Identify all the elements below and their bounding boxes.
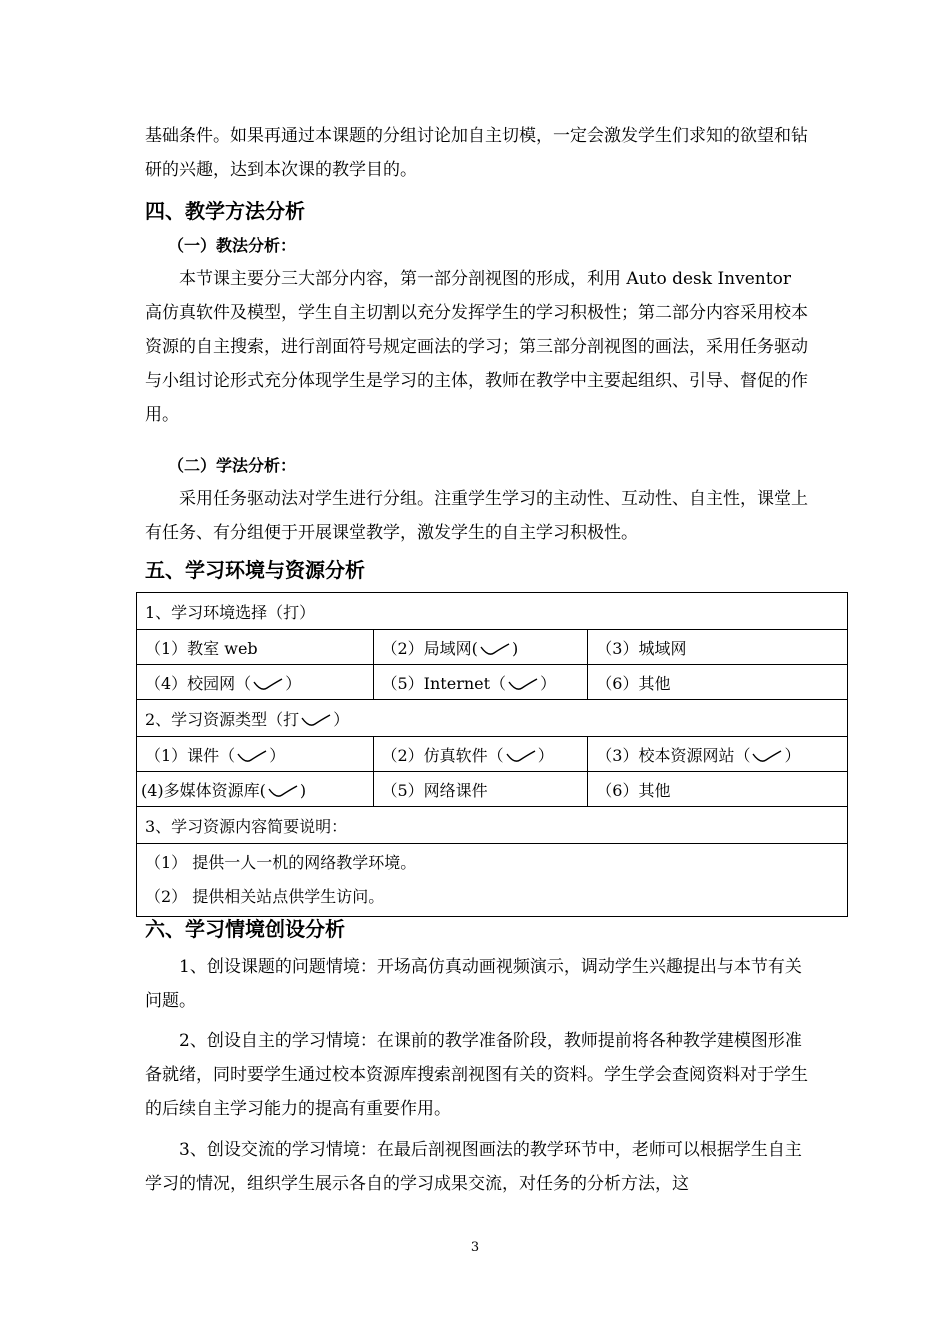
teaching-method-heading: （一）教法分析：	[168, 236, 297, 255]
page-number: 3	[470, 1240, 480, 1255]
learning-method-paragraph: 采用任务驱动法对学生进行分组。注重学生学习的主动性、互动性、自主性，课堂上有任务、有分组便于开展课堂教学，激发学生的自主学习积极性。	[145, 489, 808, 543]
desc-item: （1） 提供一人一机的网络教学环境。	[145, 853, 417, 872]
intro-paragraph: 基础条件。如果再通过本课题的分组讨论加自主切模，一定会激发学生们求知的欲望和钻研的兴趣，达到本次课的教学目的。	[145, 126, 808, 180]
env-campus-net: （4）校园网（ ）	[137, 665, 374, 700]
env-lan: （2）局域网( )	[373, 630, 588, 665]
checkmark-icon	[299, 712, 333, 728]
checkmark-icon	[750, 748, 784, 764]
checkmark-icon	[506, 676, 540, 692]
checkmark-icon	[504, 748, 538, 764]
section-6-heading: 六、学习情境创设分析	[145, 917, 345, 941]
env-internet: （5）Internet（ ）	[373, 665, 588, 700]
res-simulation: （2）仿真软件（ ）	[373, 737, 588, 772]
checkmark-icon	[251, 676, 285, 692]
teaching-method-paragraph: 本节课主要分三大部分内容，第一部分剖视图的形成，利用 Auto desk Inventor 高仿真软件及模型，学生自主切割以充分发挥学生的学习积极性；第二部分内容采用校本资源的自主搜索，进行剖面符号规定画法的学习；第三部分剖视图的画法，采用任务驱动与小组讨论形式充分体现学生是学习的主体，教师在教学中主要起组织、引导、督促的作用。	[145, 269, 808, 425]
section-4-heading: 四、教学方法分析	[145, 199, 305, 223]
res-school-site: （3）校本资源网站（ ）	[588, 737, 848, 772]
situation-paragraph-1: 1、创设课题的问题情境：开场高仿真动画视频演示，调动学生兴趣提出与本节有关问题。	[145, 957, 802, 1011]
env-title-cell: 1、学习环境选择（打）	[137, 593, 848, 630]
env-other: （6）其他	[588, 665, 848, 700]
situation-paragraph-2: 2、创设自主的学习情境：在课前的教学准备阶段，教师提前将各种教学建模图形准备就绪，同时要学生通过校本资源库搜索剖视图有关的资料。学生学会查阅资料对于学生的后续自主学习能力的提高有重要作用。	[145, 1031, 808, 1119]
res-title-cell: 2、学习资源类型（打 ）	[137, 700, 848, 737]
res-multimedia: (4)多媒体资源库( )	[137, 772, 374, 807]
env-man: （3）城域网	[588, 630, 848, 665]
learning-method-heading: （二）学法分析：	[168, 456, 297, 475]
section-5-heading: 五、学习环境与资源分析	[145, 558, 365, 582]
checkmark-icon	[235, 748, 269, 764]
env-classroom-web: （1）教室 web	[137, 630, 374, 665]
resource-table	[136, 592, 848, 917]
checkmark-icon	[266, 783, 300, 799]
res-other: （6）其他	[588, 772, 848, 807]
desc-item: （2） 提供相关站点供学生访问。	[145, 887, 385, 906]
desc-title-cell: 3、学习资源内容简要说明：	[137, 807, 848, 844]
desc-items-cell	[137, 844, 848, 917]
checkmark-icon	[478, 641, 512, 657]
res-online-course: （5）网络课件	[373, 772, 588, 807]
res-courseware: （1）课件（ ）	[137, 737, 374, 772]
situation-paragraph-3: 3、创设交流的学习情境：在最后剖视图画法的教学环节中，老师可以根据学生自主学习的情况，组织学生展示各自的学习成果交流，对任务的分析方法，这	[145, 1140, 802, 1194]
